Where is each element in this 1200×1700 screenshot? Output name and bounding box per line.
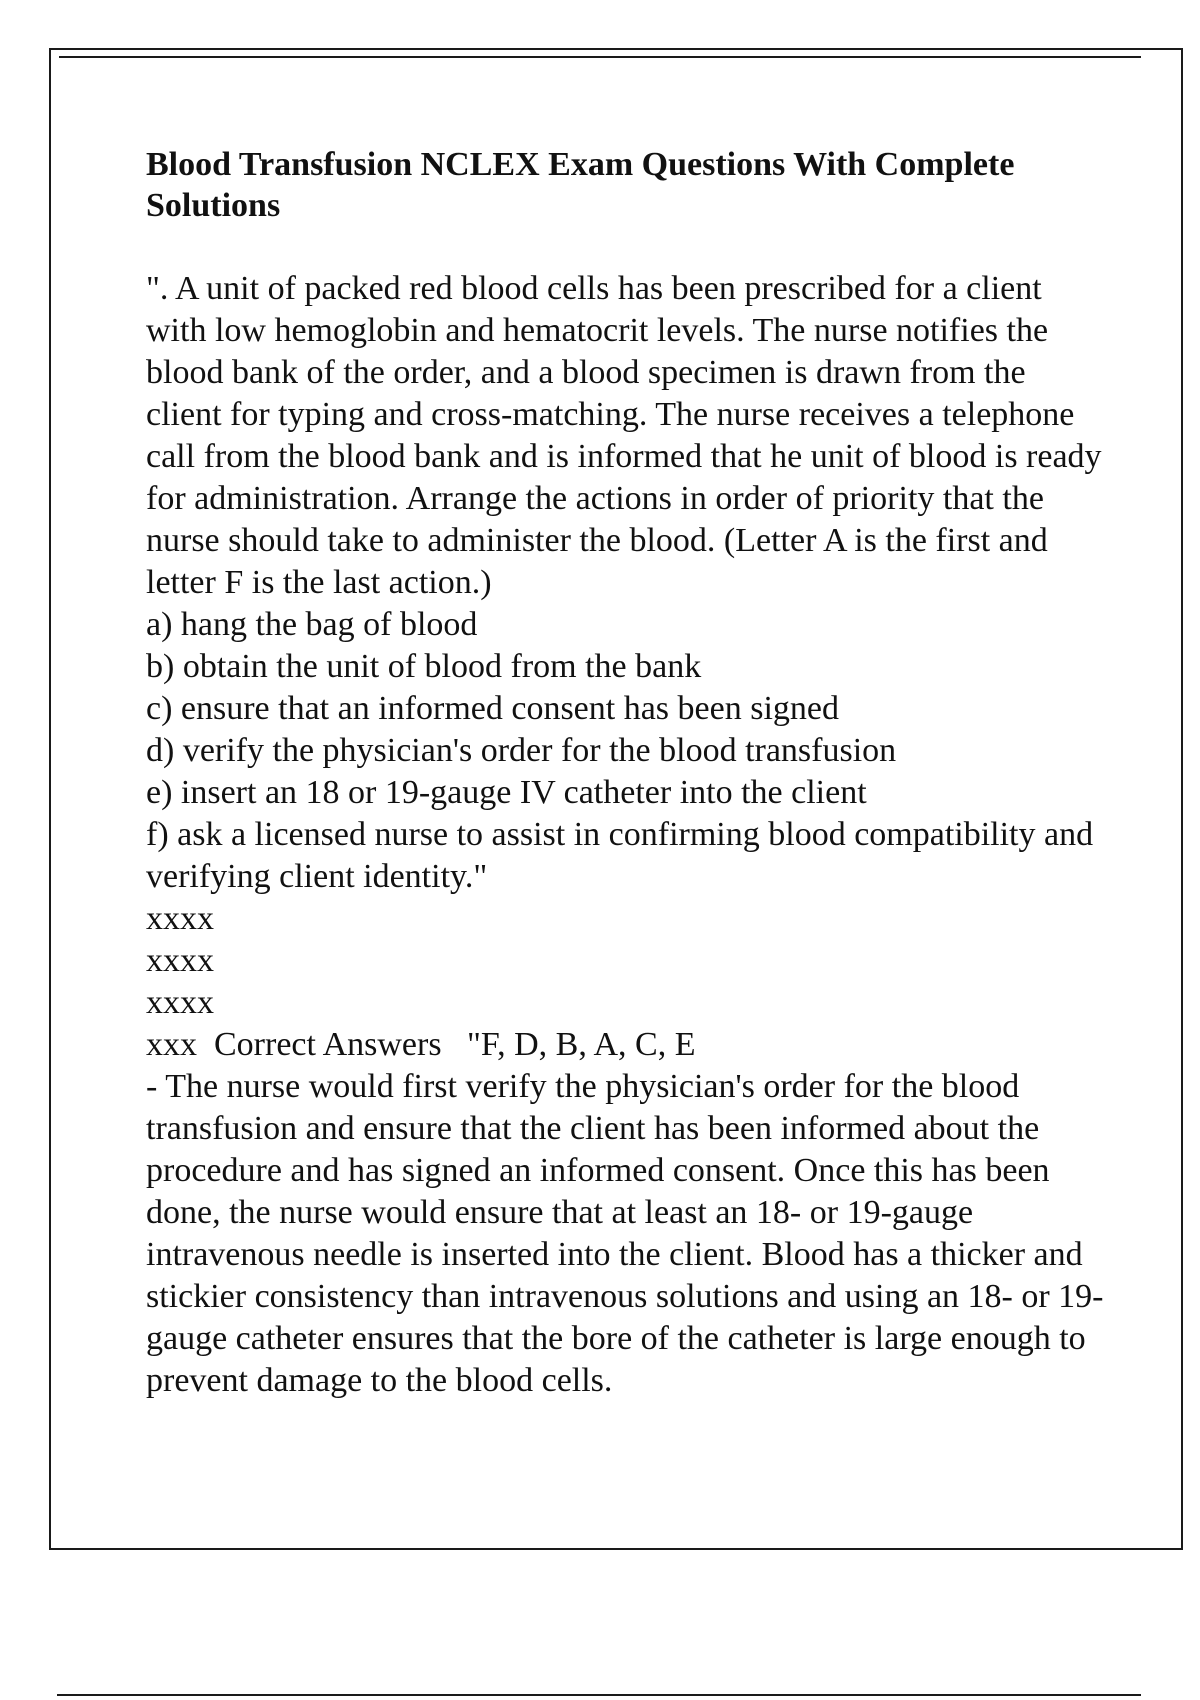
option-d: d) verify the physician's order for the blood transfusion — [146, 732, 897, 769]
placeholder-line: xxxx — [146, 942, 214, 979]
question-text: ". A unit of packed red blood cells has been prescribed for a client with low hemoglobin and hematocrit levels. The nurse notifies the blood bank of the order, and a blood specimen is drawn from the client for typing and cross-matching. The nurse receives a telephone call from the blood bank and is informed that he unit of blood is ready for administration. Arrange the actions in order of priority that the nurse should take to administer the blood. (Letter A is the first and letter F is the last action.) — [146, 270, 1111, 601]
document-content — [146, 144, 1111, 1402]
bottom-rule — [57, 1694, 1141, 1696]
placeholder-line: xxxx — [146, 984, 214, 1021]
top-rule — [59, 56, 1141, 58]
option-e: e) insert an 18 or 19-gauge IV catheter into the client — [146, 774, 867, 811]
correct-answer-line: xxx Correct Answers "F, D, B, A, C, E — [146, 1026, 696, 1063]
option-b: b) obtain the unit of blood from the bank — [146, 648, 702, 685]
placeholder-line: xxxx — [146, 900, 214, 937]
rationale-text: - The nurse would first verify the physician's order for the blood transfusion and ensure that the client has been informed about the procedure and has signed an informed consent. Once this has been done, the nurse would ensure that at least an 18- or 19-gauge intravenous needle is inserted into the client. Blood has a thicker and stickier consistency than intravenous solutions and using an 18- or 19-gauge catheter ensures that the bore of the catheter is large enough to prevent damage to the blood cells. — [146, 1068, 1104, 1399]
document-title: Blood Transfusion NCLEX Exam Questions With Complete Solutions — [146, 146, 1015, 224]
placeholder-block — [146, 898, 1106, 1024]
option-f: f) ask a licensed nurse to assist in confirming blood compatibility and verifying client identity." — [146, 816, 1102, 895]
options-list — [146, 604, 1106, 898]
option-c: c) ensure that an informed consent has been signed — [146, 690, 839, 727]
option-a: a) hang the bag of blood — [146, 606, 478, 643]
